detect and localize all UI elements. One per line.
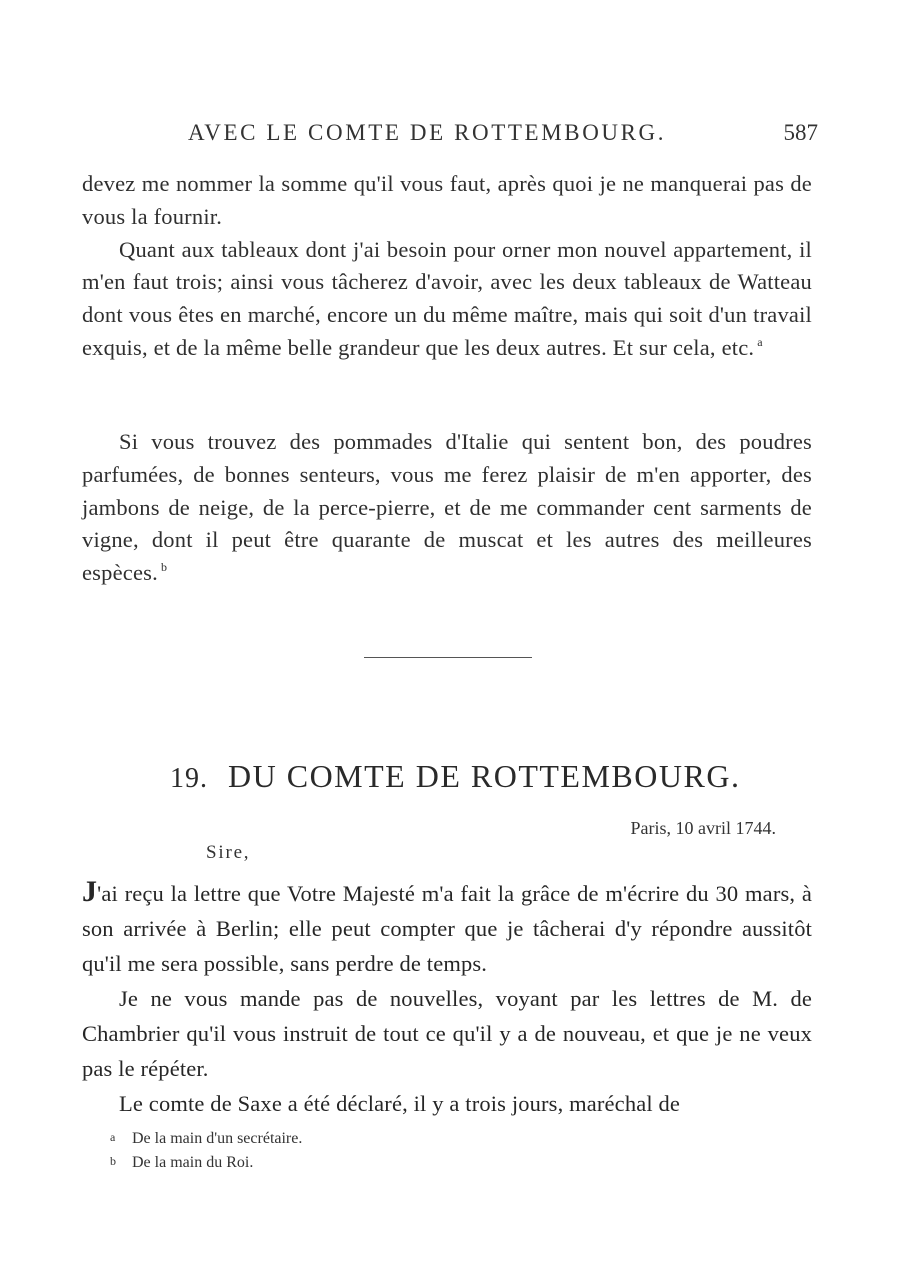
footnote-ref-b: b xyxy=(160,560,168,575)
letter-title: DU COMTE DE ROTTEMBOURG. xyxy=(228,758,741,794)
page-number: 587 xyxy=(783,120,818,145)
letter-paragraph-3: Le comte de Saxe a été déclaré, il y a trois jours, maréchal de xyxy=(119,1091,681,1116)
footnote-text: De la main du Roi. xyxy=(132,1154,254,1171)
letter-body xyxy=(82,874,812,1121)
dateline: Paris, 10 avril 1744. xyxy=(630,818,776,838)
drop-cap: J xyxy=(82,875,98,908)
letter-paragraph-1 xyxy=(82,874,812,981)
second-text-block xyxy=(82,426,812,590)
letter-heading xyxy=(170,758,770,795)
paragraph-continuation: devez me nommer la somme qu'il vous faut, après quoi je ne manquerai pas de vous la fournir. xyxy=(82,171,812,229)
first-text-block xyxy=(82,168,812,365)
running-head xyxy=(180,120,820,154)
footnote-mark: a xyxy=(110,1130,116,1144)
letter-paragraph-1-text: 'ai reçu la lettre que Votre Majesté m'a fait la grâce de m'écrire du 30 mars, à son arrivée à Berlin; elle peut compter que je tâcherai d'y répondre aussitôt qu'il me sera possible, sans perdre de temps. xyxy=(82,881,812,976)
letter-paragraph-2: Je ne vous mande pas de nouvelles, voyant par les lettres de M. de Chambrier qu'il vous instruit de tout ce qu'il y a de nouveau, et que je ne veux pas le répéter. xyxy=(82,986,812,1081)
paragraph-pommades-text: Si vous trouvez des pommades d'Italie qui sentent bon, des poudres parfumées, de bonnes senteurs, vous me ferez plaisir de m'en apporter, des jambons de neige, de la perce-pierre, et de me commander cent sarments de vigne, dont il peut être quarante de muscat et les autres des meilleures espèces. xyxy=(82,429,812,586)
footnote-a xyxy=(110,1126,302,1150)
footnote-b xyxy=(110,1150,302,1174)
footnote-ref-a: a xyxy=(757,334,763,349)
footnotes xyxy=(110,1126,302,1174)
footnote-text: De la main d'un secrétaire. xyxy=(132,1130,303,1147)
footnote-mark: b xyxy=(110,1154,116,1168)
paragraph-tableaux xyxy=(82,234,812,365)
salutation: Sire, xyxy=(206,842,251,863)
letter-number: 19. xyxy=(170,763,208,794)
section-divider xyxy=(364,657,532,658)
paragraph-pommades xyxy=(82,426,812,590)
paragraph-tableaux-text: Quant aux tableaux dont j'ai besoin pour orner mon nouvel appartement, il m'en faut trois; ainsi vous tâcherez d'avoir, avec les deux tableaux de Watteau dont vous êtes en marché, encore un du même maître, mais qui soit d'un travail exquis, et de la même belle grandeur que les deux autres. Et sur cela, etc. xyxy=(82,236,812,360)
running-title: AVEC LE COMTE DE ROTTEMBOURG. xyxy=(188,120,667,145)
